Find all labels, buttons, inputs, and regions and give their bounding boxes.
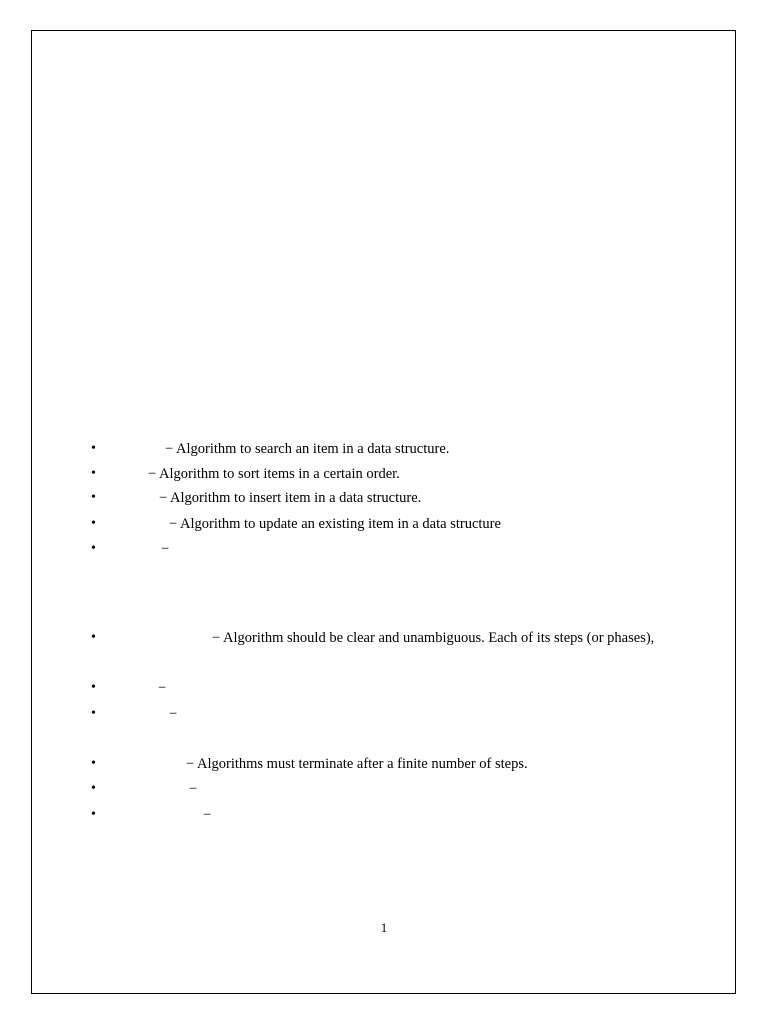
list-item-text: − Algorithm to insert item in a data structure. [159,490,422,506]
bullet-icon: • [91,630,96,645]
page-number: 1 [380,920,388,935]
list-item-text: − Algorithm should be clear and unambiguous. Each of its steps (or phases), [212,630,655,646]
list-item-text: − [158,680,167,696]
bullet-icon: • [91,706,96,721]
bullet-icon: • [91,680,96,695]
bullet-icon: • [91,807,96,822]
bullet-icon: • [91,756,96,771]
bullet-icon: • [91,466,96,481]
list-item-text: − [161,541,170,557]
list-item-text: − [169,706,178,722]
list-item-text: − Algorithms must terminate after a finite number of steps. [186,756,528,772]
list-item-text: − Algorithm to search an item in a data structure. [165,441,450,457]
bullet-icon: • [91,441,96,456]
page-frame [31,30,736,994]
list-item-text: − [203,807,212,823]
bullet-icon: • [91,490,96,505]
list-item-text: − Algorithm to update an existing item in a data structure [169,516,501,532]
bullet-icon: • [91,781,96,796]
bullet-icon: • [91,541,96,556]
list-item-text: − [189,781,198,797]
list-item-text: − Algorithm to sort items in a certain order. [148,466,400,482]
bullet-icon: • [91,516,96,531]
